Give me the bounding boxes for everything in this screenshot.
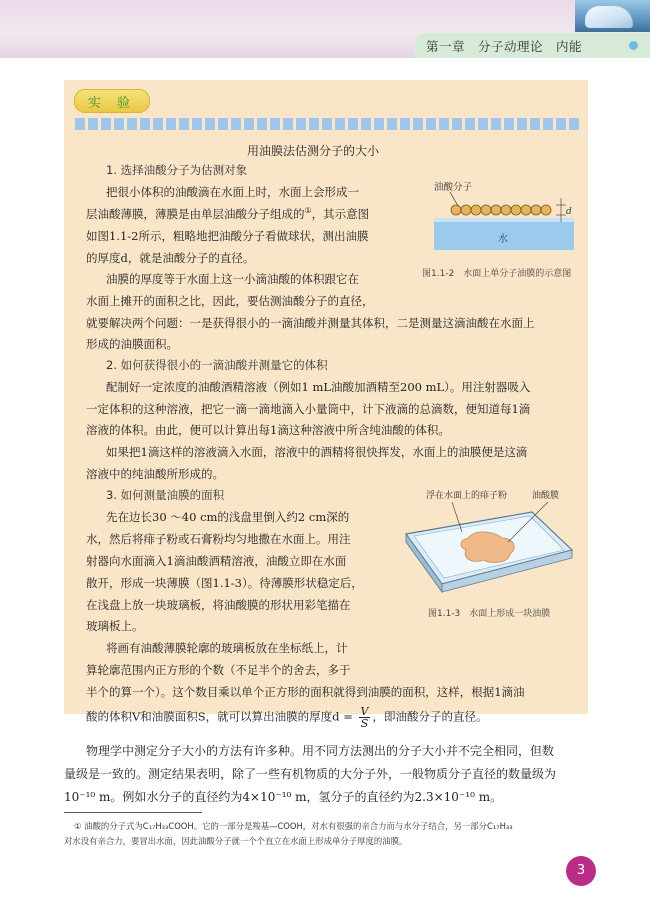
label-powder: 浮在水面上的痱子粉: [426, 491, 508, 501]
p5-line: 射器向水面滴入1滴油酸酒精溶液，油酸立即在水面: [86, 554, 347, 568]
p2-line: 就要解决两个问题：一是获得很小的一滴油酸并测量其体积，二是测量这滴油酸在水面上: [86, 316, 535, 330]
experiment-badge: [74, 89, 150, 113]
p1-line: 如图1.1-2所示，粗略地把油酸分子看做球状，测出油膜: [86, 229, 369, 243]
p1-line: 的厚度d，就是油酸分子的直径。: [86, 251, 255, 265]
formula-numerator: V: [360, 705, 369, 718]
molecule-pointer: [450, 192, 458, 206]
formula-fraction: [359, 706, 371, 729]
p3-line: 一定体积的这种溶液，把它一滴一滴地滴入小量筒中，计下液滴的总滴数，便知道每1滴: [86, 402, 531, 416]
water-surface: [434, 218, 574, 222]
oil-molecule-row: [451, 205, 551, 215]
section-3-heading: 3. 如何测量油膜的面积: [106, 488, 225, 502]
chapter-title: 第一章 分子动理论 内能: [426, 39, 583, 54]
chapter-dot-icon: [629, 41, 638, 50]
footnote-line: ① 油酸的分子式为C₁₇H₃₃COOH。它的一部分是羧基—COOH，对水有很强的亲合力而与水分子结合，另一部分C₁₇H₃₃: [74, 821, 513, 831]
p5-line: 先在边长30 ～40 cm的浅盘里倒入约2 cm深的: [106, 510, 350, 524]
footnote-marker: ①: [304, 206, 312, 216]
p6-line: 将画有油酸薄膜轮廓的玻璃板放在坐标纸上，计: [106, 641, 348, 655]
body-line: 量级是一致的。测定结果表明，除了一些有机物质的大分子外，一般物质分子直径的数量级为: [64, 767, 557, 781]
experiment-title: 用油膜法估测分子的大小: [247, 144, 380, 158]
p3-line: 配制好一定浓度的油酸酒精溶液（例如1 mL油酸加酒精至200 mL）。用注射器吸入: [106, 380, 531, 394]
p1-line: 把很小体积的油酸滴在水面上时，水面上会形成一: [106, 185, 359, 199]
page-number: 3: [566, 856, 596, 886]
p6-line: 半个的算一个）。这个数目乘以单个正方形的面积就得到油膜的面积，这样，根据1滴油: [86, 685, 525, 699]
decorative-stripe: [75, 118, 580, 130]
p4-line: 如果把1滴这样的溶液滴入水面，溶液中的酒精将很快挥发，水面上的油膜便是这滴: [106, 445, 528, 459]
figure-1-1-2-caption: 图1.1-2 水面上单分子油膜的示意图: [422, 269, 572, 279]
p2-line: 形成的油膜面积。: [86, 337, 178, 351]
p3-line: 溶液的体积。由此，便可以计算出每1滴这种溶液中所含纯油酸的体积。: [86, 423, 450, 437]
section-1-heading: 1. 选择油酸分子为估测对象: [106, 163, 248, 177]
figure-1-1-3: [398, 488, 580, 623]
figure-1-1-3-caption: 图1.1-3 水面上形成一块油膜: [428, 609, 551, 619]
body-line: 10⁻¹⁰ m。例如水分子的直径约为4×10⁻¹⁰ m，氢分子的直径约为2.3×10⁻¹⁰ m。: [64, 790, 503, 804]
label-oil-film: 油酸膜: [532, 491, 560, 501]
iceberg-shape: [585, 6, 633, 28]
label-water: 水: [498, 234, 508, 245]
p5-line: 玻璃板上。: [86, 619, 144, 633]
p2-line: 水面上摊开的面积之比，因此，要估测油酸分子的直径，: [86, 294, 374, 308]
experiment-badge-label: 实 验: [87, 96, 137, 111]
p5-line: 散开，形成一块薄膜（图1.1-3）。待薄膜形状稳定后，: [86, 576, 363, 590]
formula-denominator: S: [360, 717, 369, 730]
p5-line: 在浅盘上放一块玻璃板，将油酸膜的形状用彩笔描在: [86, 598, 351, 612]
section-2-heading: 2. 如何获得很小的一滴油酸并测量它的体积: [106, 358, 328, 372]
footnote-rule: [64, 812, 202, 813]
p6-line: 酸的体积V和油膜面积S，就可以算出油膜的厚度d = $\frac{V}{S}$ ，即油酸分子的直径。: [86, 705, 488, 730]
p5-line: 水，然后将痱子粉或石膏粉均匀地撒在水面上。用注: [86, 532, 351, 546]
figure-1-1-2: [420, 180, 580, 285]
header-iceberg-photo: [575, 0, 650, 32]
p1-line: 层油酸薄膜，薄膜是由单层油酸分子组成的①，其示意图: [86, 206, 370, 221]
footnote-line: 对水没有亲合力，要冒出水面，因此油酸分子就一个个直立在水面上形成单分子厚度的油膜。: [64, 836, 408, 846]
label-d: d: [566, 207, 572, 217]
body-line: 物理学中测定分子大小的方法有许多种。用不同方法测出的分子大小并不完全相同，但数: [86, 744, 555, 758]
label-oil-molecule: 油酸分子: [434, 182, 473, 193]
p4-line: 溶液中的纯油酸所形成的。: [86, 467, 224, 481]
p2-line: 油膜的厚度等于水面上这一小滴油酸的体积跟它在: [106, 272, 359, 286]
p6-line: 算轮廓范围内正方形的个数（不足半个的舍去，多于: [86, 663, 351, 677]
chapter-tab: [414, 33, 650, 58]
